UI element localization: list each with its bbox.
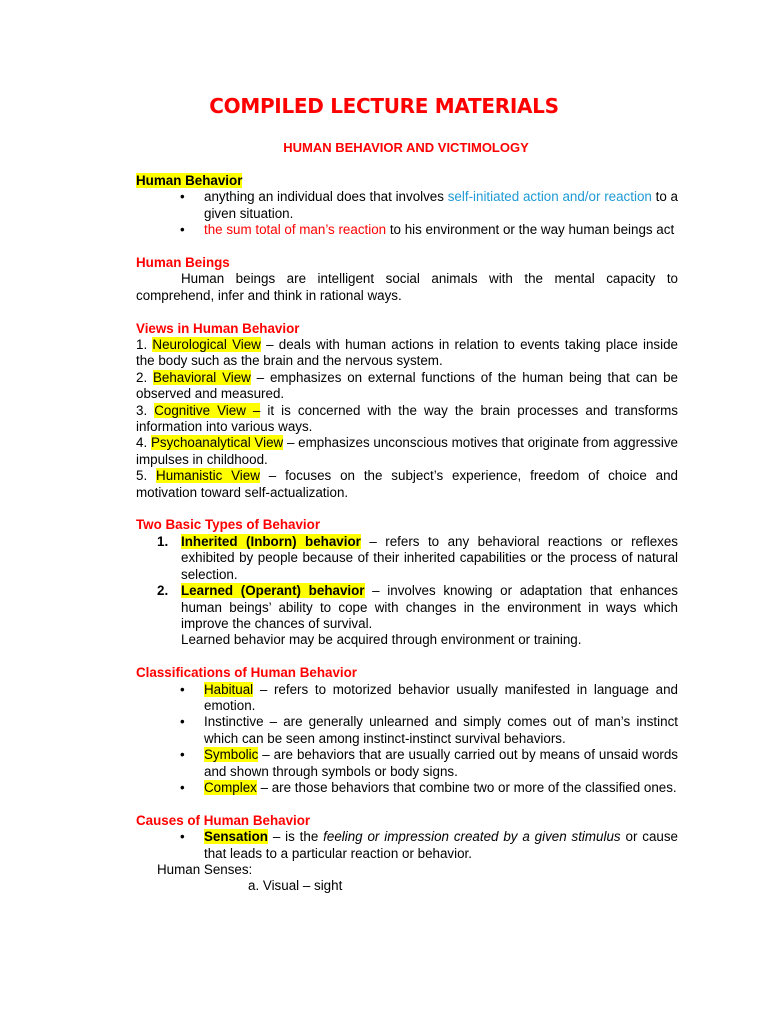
section-heading-human-behavior: Human Behavior xyxy=(136,173,243,188)
list-item: • anything an individual does that involves self-initiated action and/or reaction to a given situation. xyxy=(204,189,678,222)
document-body xyxy=(136,173,678,895)
human-beings-paragraph: Human beings are intelligent social animals with the mental capacity to comprehend, infer and think in rational ways. xyxy=(136,271,678,303)
views-list xyxy=(136,337,678,501)
list-item: a. Visual – sight xyxy=(248,878,343,894)
list-item: 2. Learned (Operant) behavior – involves knowing or adaptation that enhances human beings’ ability to cope with changes in the environment in ways which improve the chances of survival. xyxy=(157,583,678,631)
section-heading-views: Views in Human Behavior xyxy=(136,320,300,336)
section-heading-types: Two Basic Types of Behavior xyxy=(136,517,321,533)
types-list xyxy=(136,534,678,632)
classifications-list xyxy=(136,682,678,797)
list-item: • Complex – are those behaviors that combine two or more of the classified ones. xyxy=(204,780,678,796)
types-note: Learned behavior may be acquired through environment or training. xyxy=(181,632,582,648)
human-behavior-list xyxy=(136,189,678,238)
list-item: 3. Cognitive View – it is concerned with the way the brain processes and transforms information into various ways. xyxy=(136,402,679,435)
list-item: • Sensation – is the feeling or impression created by a given stimulus or cause that leads to a particular reaction or behavior. xyxy=(204,829,678,862)
list-item: 1. Neurological View – deals with human actions in relation to events taking place inside the body such as the brain and the nervous system. xyxy=(136,337,678,369)
list-item: • the sum total of man’s reaction to his environment or the way human beings act xyxy=(204,222,678,238)
list-item: 2. Behavioral View – emphasizes on external functions of the human being that can be observed and measured. xyxy=(136,369,678,402)
list-item: 4. Psychoanalytical View – emphasizes unconscious motives that originate from aggressive impulses in childhood. xyxy=(136,435,678,467)
human-senses-heading: Human Senses: xyxy=(157,861,253,877)
list-item: • Instinctive – are generally unlearned and simply comes out of man’s instinct which can be seen among instinct-instinct survival behaviors. xyxy=(204,714,678,747)
section-heading-classifications: Classifications of Human Behavior xyxy=(136,665,357,681)
section-heading-causes: Causes of Human Behavior xyxy=(136,812,311,828)
causes-list xyxy=(136,829,678,862)
list-item: • Symbolic – are behaviors that are usually carried out by means of unsaid words and shown through symbols or body signs. xyxy=(204,747,678,780)
document-subtitle: HUMAN BEHAVIOR AND VICTIMOLOGY xyxy=(283,140,529,155)
list-item: 5. Humanistic View – focuses on the subject’s experience, freedom of choice and motivation toward self-actualization. xyxy=(136,468,679,500)
section-heading-human-beings: Human Beings xyxy=(136,255,230,271)
list-item: 1. Inherited (Inborn) behavior – refers to any behavioral reactions or reflexes exhibited by people because of their inherited capabilities or the process of natural selection. xyxy=(157,533,678,582)
document-title: COMPILED LECTURE MATERIALS xyxy=(209,94,559,118)
list-item: • Habitual – refers to motorized behavior usually manifested in language and emotion. xyxy=(204,682,678,715)
